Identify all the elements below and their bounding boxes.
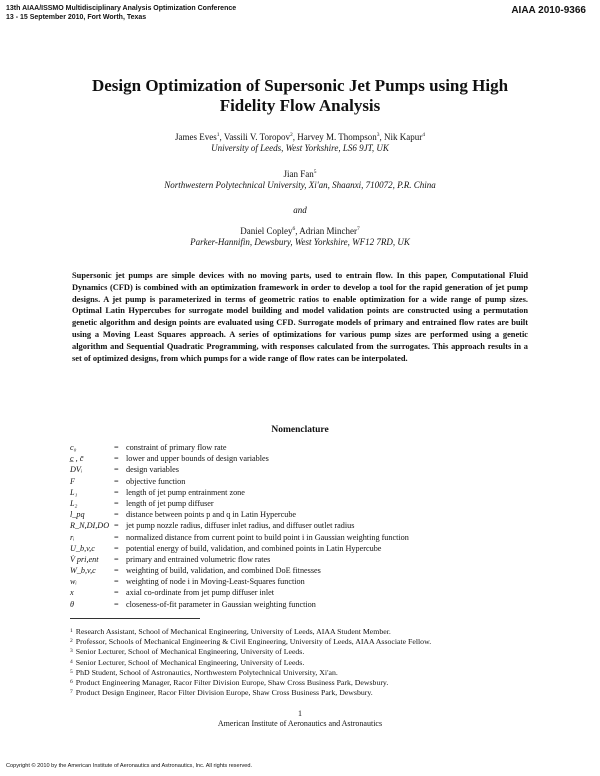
footnote-number: 3 (70, 648, 73, 655)
author-names (60, 132, 540, 143)
author-name: Vassili V. Toropov (223, 132, 290, 142)
nomenclature-equals: = (114, 476, 119, 486)
copyright-notice: Copyright © 2010 by the American Institute of Aeronautics and Astronautics, Inc. All rights reserved. (6, 763, 253, 769)
footnote-text: Senior Lecturer, School of Mechanical Engineering, University of Leeds. (75, 657, 305, 667)
nomenclature-symbol: F (70, 476, 76, 486)
nomenclature-equals: = (114, 521, 119, 531)
author-name: Daniel Copley (240, 226, 293, 236)
footnote-number: 6 (70, 678, 73, 685)
author-name: Nik Kapur (384, 132, 423, 142)
abstract: Supersonic jet pumps are simple devices with no moving parts, used to entrain flow. In this paper, Computational Fluid Dynamics (CFD) is combined with an optimization framework in order to develop a tool for the rapid generation of jet pump designs. A jet pump is parameterized in terms of geometric ratios to enable optimization for a wide range of pump sizes. Optimal Latin Hypercubes for surrogate model building and model validation points are constructed using a permutation genetic algorithm and design points are evaluated using CFD. Surrogate models of primary and entrained flow rates are built using a Moving Least Squares approach. A series of optimizations for various pump sizes are performed using a genetic algorithm and Sequential Quadratic Programming, with responses calculated from the surrogates. This approach results in a set of optimized designs, from which pumps for a wide range of flow rates can be interpolated. (72, 271, 528, 363)
conference-name: 13th AIAA/ISSMO Multidisciplinary Analysis Optimization Conference (6, 5, 237, 12)
affiliation-marker: 7 (357, 226, 360, 232)
footnote-text: PhD Student, School of Astronautics, Northwestern Polytechnical University, Xi'an. (75, 667, 338, 677)
nomenclature-symbol: c₀ (70, 443, 77, 452)
nomenclature-definition: axial co-ordinate from jet pump diffuser inlet (126, 588, 275, 598)
author-separator: , (219, 132, 224, 142)
footnote-text: Senior Lecturer, School of Mechanical Engineering, University of Leeds. (75, 647, 305, 657)
footnote-number: 2 (70, 638, 73, 645)
nomenclature-definition: potential energy of build, validation, and combined points in Latin Hypercube (126, 543, 382, 553)
nomenclature-definition: constraint of primary flow rate (126, 443, 227, 452)
nomenclature-equals: = (114, 498, 119, 508)
author-name: Harvey M. Thompson (297, 132, 377, 142)
affiliation-marker: 5 (313, 169, 317, 175)
nomenclature-definition: length of jet pump entrainment zone (126, 487, 245, 497)
nomenclature-equals: = (114, 577, 119, 587)
footnote (70, 637, 431, 647)
nomenclature-definition: primary and entrained volumetric flow rates (126, 554, 271, 564)
nomenclature-equals: = (114, 487, 119, 497)
nomenclature-equals: = (114, 465, 119, 475)
nomenclature-equals: = (114, 599, 119, 609)
nomenclature-definition: normalized distance from current point to build point i in Gaussian weighting function (126, 532, 409, 542)
footnote-rule (70, 618, 200, 619)
affiliation-marker: 3 (376, 132, 380, 138)
author-group-2 (60, 169, 540, 191)
paper-title (60, 76, 540, 116)
nomenclature-symbol: θ (70, 599, 75, 609)
nomenclature-equals: = (114, 510, 119, 520)
footnote-number: 7 (70, 689, 73, 696)
nomenclature-definition: lower and upper bounds of design variables (126, 454, 269, 464)
title-line-2: Fidelity Flow Analysis (219, 96, 381, 115)
footnote (70, 627, 431, 637)
nomenclature-symbol: V̇ pri,ent (70, 554, 99, 564)
author-names (60, 169, 540, 180)
conference-header (6, 4, 236, 22)
nomenclature-symbol: R_N,DI,DO (70, 521, 110, 531)
footnote-text: Professor, Schools of Mechanical Engineering & Civil Engineering, University of Leeds, AIAA Associate Fellow. (75, 637, 432, 647)
publisher-name: American Institute of Aeronautics and Astronautics (217, 719, 383, 728)
footnote-text: Product Design Engineer, Racor Filter Division Europe, Shaw Cross Business Park, Dewsbury. (75, 688, 373, 698)
author-separator: , (295, 226, 300, 236)
affiliation-marker: 1 (216, 132, 220, 138)
footnote-number: 1 (70, 628, 73, 634)
and-separator: and (293, 205, 307, 215)
author-name: Jian Fan (283, 169, 314, 179)
nomenclature-symbol: c̲ , c̄ (70, 454, 84, 464)
conference-date-location: 13 - 15 September 2010, Fort Worth, Texas (6, 14, 147, 21)
nomenclature-definition: objective function (126, 476, 186, 486)
footnote (70, 678, 431, 688)
nomenclature-equals: = (114, 532, 119, 542)
footnotes (70, 627, 431, 698)
author-affiliation: Parker-Hannifin, Dewsbury, West Yorkshire, WF12 7RD, UK (190, 237, 410, 247)
author-name: Adrian Mincher (299, 226, 357, 236)
nomenclature-symbol: U_b,v,c (70, 543, 95, 553)
footnote (70, 658, 431, 668)
nomenclature-equals: = (114, 554, 119, 564)
author-separator: , (379, 132, 385, 142)
affiliation-marker: 4 (422, 132, 426, 138)
author-group-1 (60, 132, 540, 154)
nomenclature-symbol: L₁ (70, 487, 78, 497)
nomenclature-equals: = (114, 543, 119, 553)
nomenclature-symbol: l_pq (70, 510, 85, 520)
title-line-1: Design Optimization of Supersonic Jet Pumps using High (91, 76, 509, 95)
author-affiliation: University of Leeds, West Yorkshire, LS6 9JT, UK (211, 143, 389, 153)
nomenclature-equals: = (114, 454, 119, 464)
affiliation-marker: 6 (292, 226, 296, 232)
nomenclature-heading: Nomenclature (271, 425, 329, 435)
footnote-text: Product Engineering Manager, Racor Filter Division Europe, Shaw Cross Business Park, Dewsbury. (75, 677, 389, 687)
footnote-number: 5 (70, 668, 73, 675)
nomenclature-equals: = (114, 588, 119, 598)
footnote (70, 688, 431, 698)
footnote (70, 647, 431, 657)
author-names (60, 226, 540, 237)
nomenclature-symbol: wᵢ (70, 577, 77, 587)
footnote-text: Research Assistant, School of Mechanical Engineering, University of Leeds, AIAA Student Member. (75, 627, 391, 636)
nomenclature-definition: design variables (126, 465, 179, 475)
author-affiliation: Northwestern Polytechnical University, Xi'an, Shaanxi, 710072, P.R. China (164, 180, 436, 190)
nomenclature-symbol: x (70, 588, 74, 598)
nomenclature-definition: distance between points p and q in Latin Hypercube (126, 510, 297, 520)
affiliation-marker: 2 (289, 132, 293, 138)
footnote-number: 4 (70, 658, 73, 665)
nomenclature-symbol: rᵢ (70, 532, 75, 542)
nomenclature-definition: weighting of build, validation, and combined DoE fitnesses (126, 566, 321, 576)
author-name: James Eves (174, 132, 217, 142)
author-group-3 (60, 226, 540, 248)
page-number: 1 (298, 709, 302, 718)
nomenclature-definition: closeness-of-fit parameter in Gaussian weighting function (126, 599, 316, 609)
paper-id: AIAA 2010-9366 (511, 5, 586, 16)
author-separator: , (292, 132, 298, 142)
nomenclature-equals: = (114, 443, 119, 452)
footnote (70, 668, 431, 678)
nomenclature-equals: = (114, 566, 119, 576)
nomenclature-definition: weighting of node i in Moving-Least-Squares function (126, 577, 305, 587)
nomenclature-symbol: DVᵢ (70, 465, 83, 475)
nomenclature-definition: jet pump nozzle radius, diffuser inlet radius, and diffuser outlet radius (126, 521, 355, 531)
nomenclature-definition: length of jet pump diffuser (126, 498, 214, 508)
nomenclature-symbol: L₂ (70, 498, 78, 508)
nomenclature-symbol: W_b,v,c (70, 566, 96, 576)
